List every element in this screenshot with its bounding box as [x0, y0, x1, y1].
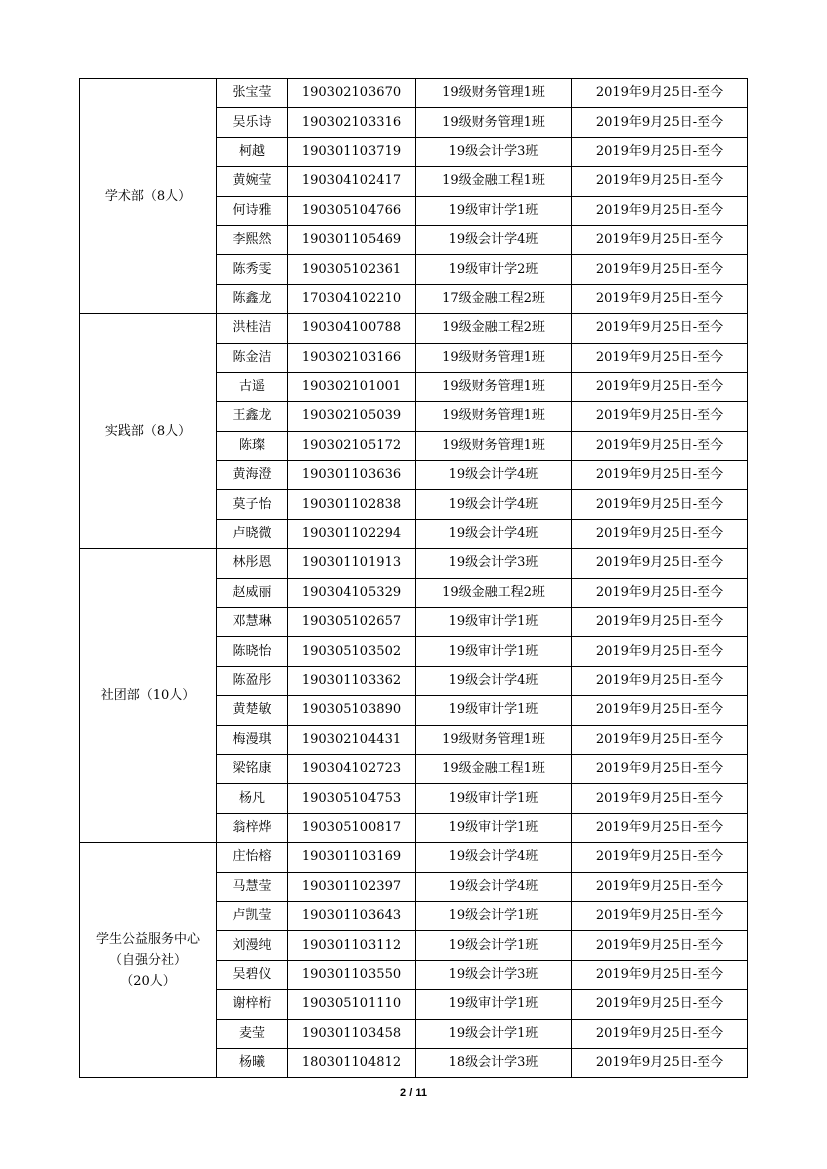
student-id: 190305101110 — [288, 990, 416, 1019]
member-name: 张宝莹 — [217, 79, 288, 108]
member-name: 邓慧琳 — [217, 608, 288, 637]
student-id: 190302104431 — [288, 725, 416, 754]
student-id: 190304105329 — [288, 578, 416, 607]
student-id: 190302105039 — [288, 402, 416, 431]
term-date: 2019年9月25日-至今 — [572, 372, 748, 401]
term-date: 2019年9月25日-至今 — [572, 284, 748, 313]
department-cell — [80, 843, 217, 1078]
term-date: 2019年9月25日-至今 — [572, 578, 748, 607]
department-label: 社团部（10人） — [100, 688, 196, 704]
department-label: 学生公益服务中心 — [95, 931, 200, 947]
student-id: 190305103890 — [288, 696, 416, 725]
student-id: 190302103166 — [288, 343, 416, 372]
member-name: 洪桂洁 — [217, 314, 288, 343]
department-label: 实践部（8人） — [104, 423, 192, 439]
class-name: 19级审计学1班 — [416, 813, 572, 842]
term-date: 2019年9月25日-至今 — [572, 402, 748, 431]
member-name: 黄婉莹 — [217, 167, 288, 196]
term-date: 2019年9月25日-至今 — [572, 1019, 748, 1048]
term-date: 2019年9月25日-至今 — [572, 108, 748, 137]
class-name: 19级会计学4班 — [416, 461, 572, 490]
class-name: 19级审计学2班 — [416, 255, 572, 284]
member-name: 王鑫龙 — [217, 402, 288, 431]
member-name: 陈鑫龙 — [217, 284, 288, 313]
member-table — [79, 78, 748, 1078]
student-id: 190301103362 — [288, 666, 416, 695]
term-date: 2019年9月25日-至今 — [572, 79, 748, 108]
term-date: 2019年9月25日-至今 — [572, 519, 748, 548]
term-date: 2019年9月25日-至今 — [572, 343, 748, 372]
member-name: 刘漫纯 — [217, 931, 288, 960]
term-date: 2019年9月25日-至今 — [572, 901, 748, 930]
member-name: 黄楚敏 — [217, 696, 288, 725]
class-name: 19级会计学3班 — [416, 549, 572, 578]
member-name: 古遥 — [217, 372, 288, 401]
student-id: 190302103316 — [288, 108, 416, 137]
student-id: 190301103169 — [288, 843, 416, 872]
member-name: 赵威丽 — [217, 578, 288, 607]
student-id: 190302103670 — [288, 79, 416, 108]
term-date: 2019年9月25日-至今 — [572, 754, 748, 783]
table-row — [80, 314, 748, 343]
term-date: 2019年9月25日-至今 — [572, 225, 748, 254]
student-id: 190301101913 — [288, 549, 416, 578]
class-name: 19级会计学1班 — [416, 931, 572, 960]
term-date: 2019年9月25日-至今 — [572, 608, 748, 637]
class-name: 19级会计学4班 — [416, 872, 572, 901]
department-label: （自强分社） — [108, 952, 187, 968]
table-row — [80, 79, 748, 108]
class-name: 19级审计学1班 — [416, 196, 572, 225]
class-name: 19级财务管理1班 — [416, 372, 572, 401]
class-name: 19级金融工程2班 — [416, 314, 572, 343]
department-cell — [80, 549, 217, 843]
member-name: 卢凯莹 — [217, 901, 288, 930]
term-date: 2019年9月25日-至今 — [572, 431, 748, 460]
class-name: 17级金融工程2班 — [416, 284, 572, 313]
student-id: 170304102210 — [288, 284, 416, 313]
student-id: 190301103719 — [288, 137, 416, 166]
student-id: 190304100788 — [288, 314, 416, 343]
term-date: 2019年9月25日-至今 — [572, 931, 748, 960]
term-date: 2019年9月25日-至今 — [572, 784, 748, 813]
member-name: 吴碧仪 — [217, 960, 288, 989]
student-id: 190305104766 — [288, 196, 416, 225]
department-label: （20人） — [120, 973, 176, 989]
student-id: 190305104753 — [288, 784, 416, 813]
student-id: 190301102838 — [288, 490, 416, 519]
member-name: 陈盈彤 — [217, 666, 288, 695]
term-date: 2019年9月25日-至今 — [572, 872, 748, 901]
student-id: 190302105172 — [288, 431, 416, 460]
member-name: 麦莹 — [217, 1019, 288, 1048]
term-date: 2019年9月25日-至今 — [572, 549, 748, 578]
student-id: 190304102417 — [288, 167, 416, 196]
student-id: 190304102723 — [288, 754, 416, 783]
department-label: 学术部（8人） — [104, 188, 192, 204]
term-date: 2019年9月25日-至今 — [572, 255, 748, 284]
member-name: 吴乐诗 — [217, 108, 288, 137]
student-id: 190305103502 — [288, 637, 416, 666]
member-name: 陈金洁 — [217, 343, 288, 372]
term-date: 2019年9月25日-至今 — [572, 314, 748, 343]
member-name: 谢梓桁 — [217, 990, 288, 1019]
page-number: 2 / 11 — [400, 1087, 427, 1099]
table-row — [80, 843, 748, 872]
student-id: 190302101001 — [288, 372, 416, 401]
class-name: 19级审计学1班 — [416, 608, 572, 637]
term-date: 2019年9月25日-至今 — [572, 196, 748, 225]
class-name: 19级会计学4班 — [416, 225, 572, 254]
member-name: 李熙然 — [217, 225, 288, 254]
class-name: 19级会计学4班 — [416, 519, 572, 548]
class-name: 19级会计学1班 — [416, 901, 572, 930]
class-name: 19级会计学1班 — [416, 1019, 572, 1048]
member-name: 柯越 — [217, 137, 288, 166]
class-name: 19级会计学4班 — [416, 490, 572, 519]
term-date: 2019年9月25日-至今 — [572, 696, 748, 725]
member-name: 梁铭康 — [217, 754, 288, 783]
student-id: 190301102294 — [288, 519, 416, 548]
student-id: 190305102657 — [288, 608, 416, 637]
class-name: 19级会计学3班 — [416, 137, 572, 166]
member-name: 庄怡榕 — [217, 843, 288, 872]
member-name: 陈璨 — [217, 431, 288, 460]
member-name: 陈秀雯 — [217, 255, 288, 284]
term-date: 2019年9月25日-至今 — [572, 725, 748, 754]
member-name: 杨凡 — [217, 784, 288, 813]
term-date: 2019年9月25日-至今 — [572, 461, 748, 490]
member-name: 林彤恩 — [217, 549, 288, 578]
student-id: 190301103112 — [288, 931, 416, 960]
term-date: 2019年9月25日-至今 — [572, 990, 748, 1019]
class-name: 19级审计学1班 — [416, 784, 572, 813]
term-date: 2019年9月25日-至今 — [572, 1048, 748, 1077]
class-name: 19级财务管理1班 — [416, 402, 572, 431]
term-date: 2019年9月25日-至今 — [572, 843, 748, 872]
student-id: 190305102361 — [288, 255, 416, 284]
member-name: 何诗雅 — [217, 196, 288, 225]
department-cell — [80, 79, 217, 314]
student-id: 190301103458 — [288, 1019, 416, 1048]
member-name: 马慧莹 — [217, 872, 288, 901]
class-name: 18级会计学3班 — [416, 1048, 572, 1077]
member-name: 莫子怡 — [217, 490, 288, 519]
term-date: 2019年9月25日-至今 — [572, 960, 748, 989]
member-name: 黄海澄 — [217, 461, 288, 490]
department-cell — [80, 314, 217, 549]
member-name: 梅漫琪 — [217, 725, 288, 754]
class-name: 19级财务管理1班 — [416, 431, 572, 460]
class-name: 19级财务管理1班 — [416, 108, 572, 137]
class-name: 19级会计学4班 — [416, 843, 572, 872]
term-date: 2019年9月25日-至今 — [572, 490, 748, 519]
class-name: 19级金融工程1班 — [416, 167, 572, 196]
class-name: 19级财务管理1班 — [416, 725, 572, 754]
student-id: 190301103643 — [288, 901, 416, 930]
student-id: 180301104812 — [288, 1048, 416, 1077]
term-date: 2019年9月25日-至今 — [572, 167, 748, 196]
member-name: 翁梓烨 — [217, 813, 288, 842]
member-name: 杨曦 — [217, 1048, 288, 1077]
class-name: 19级财务管理1班 — [416, 343, 572, 372]
student-id: 190301105469 — [288, 225, 416, 254]
term-date: 2019年9月25日-至今 — [572, 137, 748, 166]
term-date: 2019年9月25日-至今 — [572, 637, 748, 666]
member-name: 陈晓怡 — [217, 637, 288, 666]
member-name: 卢晓微 — [217, 519, 288, 548]
student-id: 190301103636 — [288, 461, 416, 490]
student-id: 190301103550 — [288, 960, 416, 989]
class-name: 19级财务管理1班 — [416, 79, 572, 108]
term-date: 2019年9月25日-至今 — [572, 813, 748, 842]
class-name: 19级金融工程2班 — [416, 578, 572, 607]
table-row — [80, 549, 748, 578]
member-table-body — [80, 79, 748, 1078]
class-name: 19级会计学4班 — [416, 666, 572, 695]
class-name: 19级审计学1班 — [416, 990, 572, 1019]
student-id: 190305100817 — [288, 813, 416, 842]
class-name: 19级会计学3班 — [416, 960, 572, 989]
class-name: 19级金融工程1班 — [416, 754, 572, 783]
class-name: 19级审计学1班 — [416, 696, 572, 725]
term-date: 2019年9月25日-至今 — [572, 666, 748, 695]
student-id: 190301102397 — [288, 872, 416, 901]
class-name: 19级审计学1班 — [416, 637, 572, 666]
